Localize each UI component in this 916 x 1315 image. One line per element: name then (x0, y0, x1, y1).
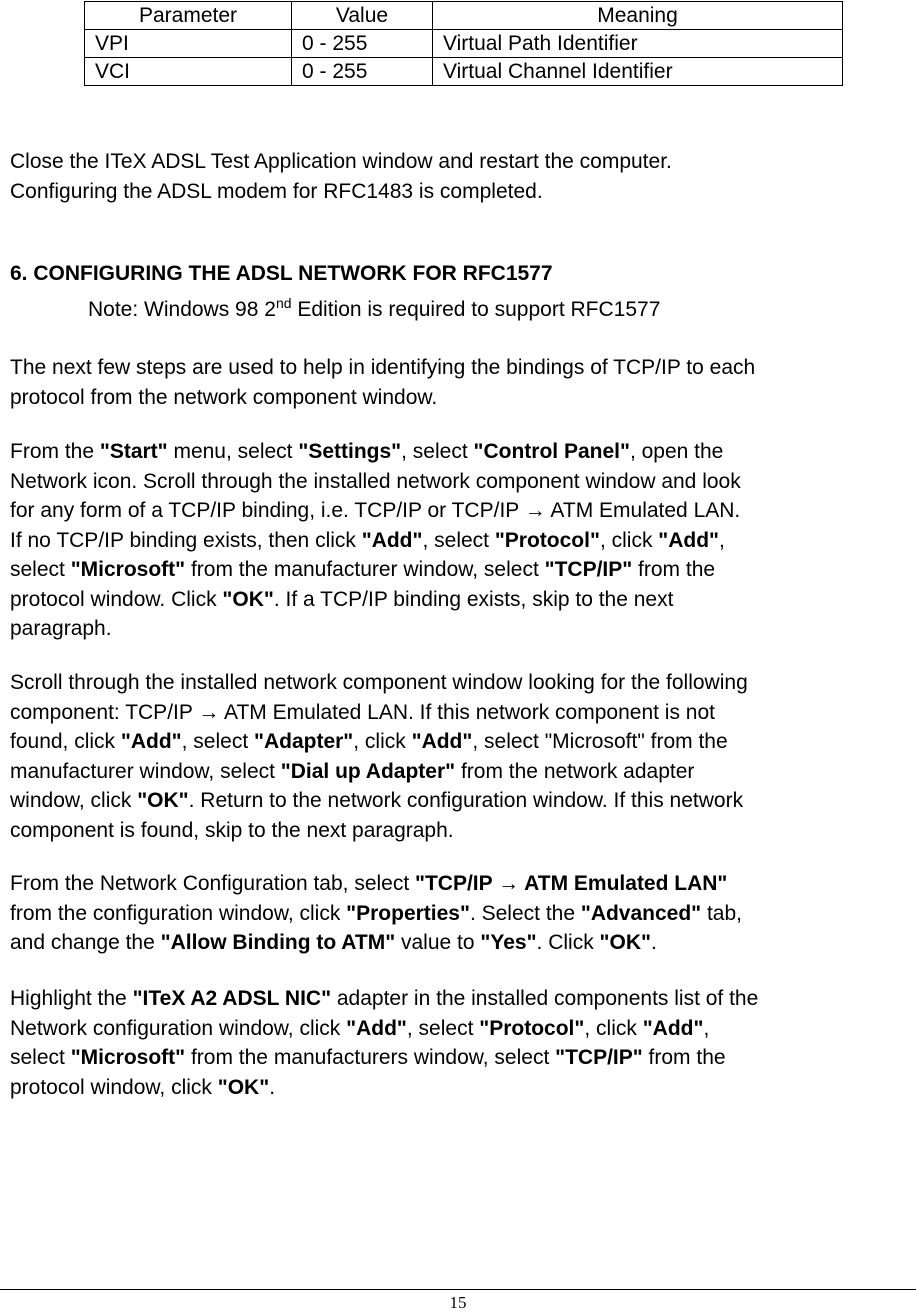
emphasis: "Properties" (346, 901, 470, 925)
note-text: Note: Windows 98 2 (88, 298, 276, 321)
emphasis: "Add" (642, 1016, 704, 1040)
text-fragment: From the Network Configuration tab, select (10, 872, 416, 895)
table-header-cell: Parameter (85, 2, 292, 30)
section-note (88, 295, 660, 324)
emphasis: "Protocol" (479, 1016, 585, 1040)
emphasis: "TCP/IP → ATM Emulated LAN" (415, 872, 728, 895)
text-fragment: window, click (10, 789, 138, 812)
intro-paragraph (10, 353, 910, 412)
text-line: Network icon. Scroll through the installed network component window and look (10, 469, 741, 493)
text-line: component: TCP/IP → ATM Emulated LAN. If this network component is not (10, 700, 715, 724)
emphasis: "Allow Binding to ATM" (160, 931, 396, 954)
emphasis: "TCP/IP" (544, 558, 633, 581)
text-fragment: , (719, 528, 725, 552)
emphasis: "Add" (411, 730, 473, 753)
scroll-paragraph (10, 668, 910, 845)
text-fragment: tab, (701, 901, 743, 925)
table-header-cell: Value (292, 2, 433, 30)
table-header-row (85, 2, 843, 30)
text-fragment: from the network adapter (455, 759, 695, 783)
text-fragment: protocol window, click (10, 1075, 218, 1099)
text-fragment: from the manufacturers window, select (185, 1046, 556, 1069)
emphasis: "Protocol" (494, 528, 600, 552)
emphasis: "Add" (120, 730, 182, 753)
footer-divider (0, 1289, 916, 1290)
emphasis: "OK" (217, 1075, 270, 1099)
text-fragment: , select (181, 730, 254, 753)
emphasis: "Start" (99, 440, 168, 463)
text-line: The next few steps are used to help in identifying the bindings of TCP/IP to each (10, 356, 756, 379)
table-cell: VCI (85, 58, 292, 86)
emphasis: "OK" (599, 931, 651, 954)
text-fragment: adapter in the installed components list of the (331, 987, 759, 1010)
emphasis: "ITeX A2 ADSL NIC" (132, 987, 332, 1010)
closing-paragraph (10, 147, 910, 206)
table-cell: VPI (85, 30, 292, 58)
parameter-table (84, 1, 843, 86)
emphasis: "Control Panel" (473, 440, 630, 463)
table-cell: Virtual Channel Identifier (433, 58, 843, 86)
text-fragment: , select (406, 1016, 480, 1040)
text-fragment: Highlight the (10, 987, 133, 1010)
emphasis: "Add" (658, 528, 720, 552)
text-fragment: value to (395, 931, 481, 954)
emphasis: "OK" (137, 789, 189, 812)
emphasis: "Advanced" (580, 901, 702, 925)
text-fragment: menu, select (167, 440, 299, 463)
text-fragment: , click (353, 730, 412, 753)
text-line: protocol from the network component window. (10, 385, 438, 409)
page-number: 15 (449, 1293, 467, 1312)
text-fragment: . Return to the network configuration window. If this network (188, 789, 744, 812)
text-line: Configuring the ADSL modem for RFC1483 is completed. (10, 179, 543, 203)
emphasis: "Add" (346, 1016, 407, 1040)
emphasis: "TCP/IP" (555, 1046, 643, 1069)
text-fragment: found, click (10, 730, 121, 753)
emphasis: "Adapter" (254, 730, 354, 753)
note-superscript: nd (275, 295, 292, 311)
text-fragment: , click (599, 528, 659, 552)
text-fragment: from the configuration window, click (10, 901, 347, 925)
table-cell: 0 - 255 (292, 58, 433, 86)
text-fragment: . (269, 1075, 276, 1099)
text-fragment: select (10, 1046, 71, 1069)
text-fragment: If no TCP/IP binding exists, then click (10, 528, 362, 552)
text-fragment: . Click (536, 931, 600, 954)
text-fragment: and change the (10, 931, 161, 954)
table-cell: 0 - 255 (292, 30, 433, 58)
emphasis: "Microsoft" (70, 558, 186, 581)
text-fragment: , open the (629, 440, 724, 463)
text-fragment: . If a TCP/IP binding exists, skip to the next (273, 587, 674, 611)
text-fragment: from the (632, 558, 716, 581)
table-cell: Virtual Path Identifier (433, 30, 843, 58)
emphasis: "Add" (361, 528, 423, 552)
text-fragment: , click (584, 1016, 643, 1040)
start-menu-paragraph (10, 437, 910, 644)
text-line: for any form of a TCP/IP binding, i.e. TCP/IP or TCP/IP → ATM Emulated LAN. (10, 499, 741, 522)
text-fragment: . Select the (469, 901, 581, 925)
text-fragment: from the manufacturer window, select (185, 558, 545, 581)
emphasis: "Settings" (298, 440, 402, 463)
text-fragment: manufacturer window, select (10, 759, 281, 783)
table-row (85, 58, 843, 86)
text-fragment: , (703, 1016, 710, 1040)
text-line: component is found, skip to the next paragraph. (10, 818, 454, 842)
text-fragment: . (650, 931, 657, 954)
note-text: Edition is required to support RFC1577 (291, 298, 661, 321)
text-fragment: From the (10, 440, 100, 463)
text-line: Close the ITeX ADSL Test Application window and restart the computer. (10, 150, 672, 173)
text-fragment: from the (642, 1046, 726, 1069)
network-config-paragraph (10, 869, 910, 958)
text-fragment: , select "Microsoft" from the (472, 730, 728, 753)
emphasis: "OK" (222, 587, 274, 611)
table-row (85, 30, 843, 58)
emphasis: "Microsoft" (70, 1046, 186, 1069)
table-header-cell: Meaning (433, 2, 843, 30)
text-fragment: select (10, 558, 71, 581)
text-line: paragraph. (10, 617, 112, 640)
text-fragment: Network configuration window, click (10, 1016, 347, 1040)
text-line: Scroll through the installed network component window looking for the following (10, 671, 748, 694)
emphasis: "Yes" (480, 931, 537, 954)
text-fragment: , select (401, 440, 474, 463)
section-heading: 6. CONFIGURING THE ADSL NETWORK FOR RFC1577 (10, 262, 553, 285)
text-fragment: , select (422, 528, 495, 552)
emphasis: "Dial up Adapter" (280, 759, 456, 783)
text-fragment: protocol window. Click (10, 587, 223, 611)
highlight-paragraph (10, 984, 910, 1102)
